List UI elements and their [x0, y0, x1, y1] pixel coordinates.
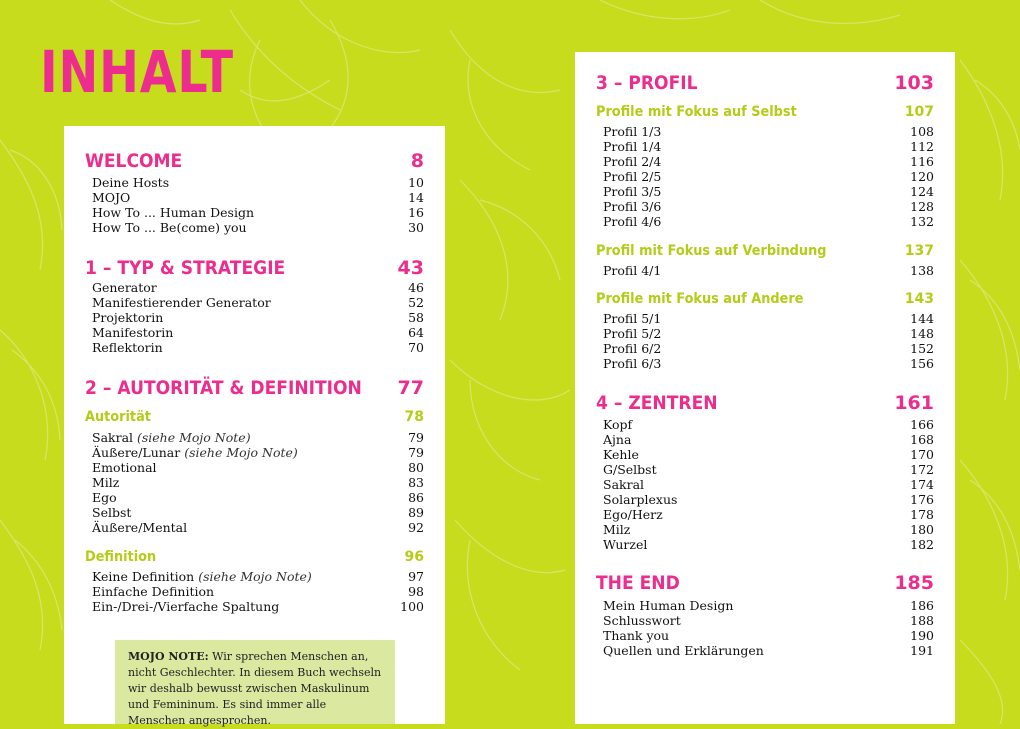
section-page: 107 [904, 104, 934, 120]
entry-page: 174 [910, 477, 934, 492]
toc-entry[interactable] [575, 492, 955, 507]
chapter-page: 103 [894, 72, 934, 94]
entry-page: 156 [910, 356, 934, 371]
section-title: Profile mit Fokus auf Andere [596, 291, 804, 307]
entry-page: 132 [910, 214, 934, 229]
section-page: 137 [904, 243, 934, 259]
toc-entry[interactable] [575, 326, 955, 341]
toc-entry[interactable] [575, 613, 955, 628]
toc-entry[interactable] [575, 341, 955, 356]
toc-entry[interactable] [64, 584, 445, 599]
entry-label: Deine Hosts [92, 175, 170, 190]
entry-label: Profil 5/2 [603, 326, 662, 341]
entry-label: Keine Definition (siehe Mojo Note) [92, 569, 312, 584]
entry-page: 100 [400, 599, 424, 614]
entry-label: Projektorin [92, 310, 164, 325]
toc-entry[interactable] [575, 199, 955, 214]
entry-note: (siehe Mojo Note) [184, 445, 298, 460]
entry-page: 89 [408, 505, 424, 520]
entry-page: 138 [910, 263, 934, 278]
chapter-page: 43 [397, 257, 424, 279]
entry-note: (siehe Mojo Note) [137, 430, 251, 445]
entry-label: Manifestierender Generator [92, 295, 271, 310]
entry-label: Generator [92, 280, 157, 295]
entry-page: 80 [408, 460, 424, 475]
toc-entry[interactable] [575, 169, 955, 184]
toc-entry[interactable] [64, 190, 445, 205]
entry-label: Profil 6/2 [603, 341, 662, 356]
toc-entry[interactable] [64, 475, 445, 490]
section-page: 96 [404, 549, 424, 565]
entry-label: How To ... Be(come) you [92, 220, 247, 235]
entry-page: 176 [910, 492, 934, 507]
toc-chapter-autoritaet-definition[interactable] [64, 377, 445, 399]
toc-entry[interactable] [64, 599, 445, 614]
entry-label: Reflektorin [92, 340, 163, 355]
toc-entry[interactable] [64, 295, 445, 310]
entry-page: 86 [408, 490, 424, 505]
toc-entry[interactable] [575, 356, 955, 371]
section-title: Profile mit Fokus auf Selbst [596, 104, 797, 120]
entry-page: 46 [408, 280, 424, 295]
entry-page: 191 [910, 643, 934, 658]
entry-page: 182 [910, 537, 934, 552]
entry-page: 58 [408, 310, 424, 325]
toc-entry[interactable] [64, 505, 445, 520]
toc-section-profile-andere[interactable] [575, 291, 955, 307]
entry-label: Profil 3/6 [603, 199, 662, 214]
entry-label: How To ... Human Design [92, 205, 255, 220]
chapter-page: 185 [894, 572, 934, 594]
entry-label: Sakral [603, 477, 645, 492]
toc-chapter-zentren[interactable] [575, 392, 955, 414]
entry-note: (siehe Mojo Note) [198, 569, 312, 584]
entry-label: G/Selbst [603, 462, 657, 477]
toc-entry[interactable] [64, 490, 445, 505]
entry-page: 116 [910, 154, 934, 169]
toc-entry[interactable] [575, 154, 955, 169]
entry-page: 120 [910, 169, 934, 184]
entry-page: 14 [408, 190, 424, 205]
entry-label: Emotional [92, 460, 157, 475]
toc-entry[interactable] [64, 175, 445, 190]
entry-label: Schlusswort [603, 613, 681, 628]
entry-label: Mein Human Design [603, 598, 734, 613]
entry-label: MOJO [92, 190, 131, 205]
toc-entry[interactable] [64, 430, 445, 445]
entry-page: 178 [910, 507, 934, 522]
toc-entry[interactable] [575, 643, 955, 658]
section-title: Profil mit Fokus auf Verbindung [596, 243, 827, 259]
entry-label: Profil 2/5 [603, 169, 662, 184]
chapter-title: 4 – ZENTREN [596, 392, 718, 414]
entry-page: 190 [910, 628, 934, 643]
chapter-title: 2 – AUTORITÄT & DEFINITION [85, 377, 362, 399]
toc-entry[interactable] [575, 507, 955, 522]
entry-label: Ego [92, 490, 117, 505]
toc-entry[interactable] [64, 310, 445, 325]
toc-chapter-typ-strategie[interactable] [64, 257, 445, 279]
toc-entry[interactable] [64, 280, 445, 295]
toc-chapter-the-end[interactable] [575, 572, 955, 594]
entry-page: 112 [910, 139, 934, 154]
toc-entry[interactable] [575, 462, 955, 477]
entry-page: 186 [910, 598, 934, 613]
chapter-title: 3 – PROFIL [596, 72, 698, 94]
entry-page: 108 [910, 124, 934, 139]
entry-label: Ein-/Drei-/Vierfache Spaltung [92, 599, 280, 614]
entry-label: Kopf [603, 417, 633, 432]
entry-label: Thank you [603, 628, 670, 643]
entry-page: 170 [910, 447, 934, 462]
entry-label: Manifestorin [92, 325, 174, 340]
section-title: Definition [85, 549, 157, 565]
toc-entry[interactable] [64, 520, 445, 535]
toc-entry[interactable] [575, 214, 955, 229]
toc-entry[interactable] [575, 432, 955, 447]
toc-entry[interactable] [64, 460, 445, 475]
entry-label: Profil 3/5 [603, 184, 662, 199]
entry-page: 168 [910, 432, 934, 447]
entry-label: Solarplexus [603, 492, 678, 507]
section-page: 143 [904, 291, 934, 307]
entry-page: 52 [408, 295, 424, 310]
chapter-title: WELCOME [85, 150, 183, 172]
entry-page: 10 [408, 175, 424, 190]
entry-page: 97 [408, 569, 424, 584]
entry-page: 128 [910, 199, 934, 214]
toc-entry[interactable] [64, 445, 445, 460]
toc-entry[interactable] [575, 477, 955, 492]
toc-entry[interactable] [64, 340, 445, 355]
toc-entry[interactable] [575, 139, 955, 154]
entry-label: Profil 6/3 [603, 356, 662, 371]
entry-label: Milz [92, 475, 120, 490]
toc-entry[interactable] [575, 311, 955, 326]
entry-label: Sakral (siehe Mojo Note) [92, 430, 251, 445]
toc-section-autoritaet[interactable] [64, 409, 445, 425]
page-title: INHALT [40, 38, 234, 106]
entry-label: Milz [603, 522, 631, 537]
entry-label: Profil 2/4 [603, 154, 662, 169]
entry-page: 70 [408, 340, 424, 355]
entry-page: 16 [408, 205, 424, 220]
mojo-note-label: MOJO NOTE: [128, 650, 209, 663]
toc-entry[interactable] [575, 184, 955, 199]
toc-entry[interactable] [575, 537, 955, 552]
entry-page: 92 [408, 520, 424, 535]
section-title: Autorität [85, 409, 151, 425]
toc-entry[interactable] [575, 263, 955, 278]
entry-page: 83 [408, 475, 424, 490]
entry-label: Äußere/Lunar (siehe Mojo Note) [92, 445, 298, 460]
entry-page: 148 [910, 326, 934, 341]
toc-entry[interactable] [64, 569, 445, 584]
toc-entry[interactable] [575, 124, 955, 139]
entry-label: Ajna [603, 432, 632, 447]
chapter-title: THE END [596, 572, 680, 594]
toc-section-profil-verbindung[interactable] [575, 243, 955, 259]
toc-entry[interactable] [575, 417, 955, 432]
toc-entry[interactable] [64, 205, 445, 220]
entry-page: 30 [408, 220, 424, 235]
entry-page: 79 [408, 445, 424, 460]
toc-chapter-profil[interactable] [575, 72, 955, 94]
entry-label: Einfache Definition [92, 584, 215, 599]
toc-right-column [575, 52, 955, 724]
entry-label: Wurzel [603, 537, 648, 552]
entry-page: 64 [408, 325, 424, 340]
chapter-page: 77 [397, 377, 424, 399]
entry-label: Selbst [92, 505, 132, 520]
entry-label: Äußere/Mental [92, 520, 188, 535]
mojo-note-box [115, 640, 395, 727]
chapter-page: 161 [894, 392, 934, 414]
entry-label: Profil 4/6 [603, 214, 662, 229]
toc-entry[interactable] [64, 325, 445, 340]
chapter-page: 8 [410, 150, 424, 172]
entry-label: Profil 1/3 [603, 124, 662, 139]
toc-entry[interactable] [64, 220, 445, 235]
toc-entry[interactable] [575, 628, 955, 643]
entry-label: Profil 1/4 [603, 139, 662, 154]
toc-entry[interactable] [575, 447, 955, 462]
toc-entry[interactable] [575, 598, 955, 613]
entry-page: 172 [910, 462, 934, 477]
toc-entry[interactable] [575, 522, 955, 537]
toc-chapter-welcome[interactable] [64, 150, 445, 172]
toc-section-definition[interactable] [64, 549, 445, 565]
entry-page: 152 [910, 341, 934, 356]
entry-label: Profil 4/1 [603, 263, 662, 278]
entry-label: Ego/Herz [603, 507, 663, 522]
entry-label: Profil 5/1 [603, 311, 662, 326]
entry-label: Quellen und Erklärungen [603, 643, 764, 658]
entry-page: 144 [910, 311, 934, 326]
entry-page: 124 [910, 184, 934, 199]
entry-page: 98 [408, 584, 424, 599]
mojo-note-text: Wir sprechen Menschen an, nicht Geschlechter. In diesem Buch wechseln wir deshalb bewusst zwischen Maskulinum und Femininum. Es sind immer alle Menschen angesprochen. [128, 650, 382, 727]
chapter-title: 1 – TYP & STRATEGIE [85, 257, 286, 279]
entry-page: 188 [910, 613, 934, 628]
entry-label: Kehle [603, 447, 639, 462]
section-page: 78 [404, 409, 424, 425]
toc-section-profile-selbst[interactable] [575, 104, 955, 120]
entry-page: 180 [910, 522, 934, 537]
entry-page: 166 [910, 417, 934, 432]
toc-left-column [64, 126, 445, 727]
entry-page: 79 [408, 430, 424, 445]
